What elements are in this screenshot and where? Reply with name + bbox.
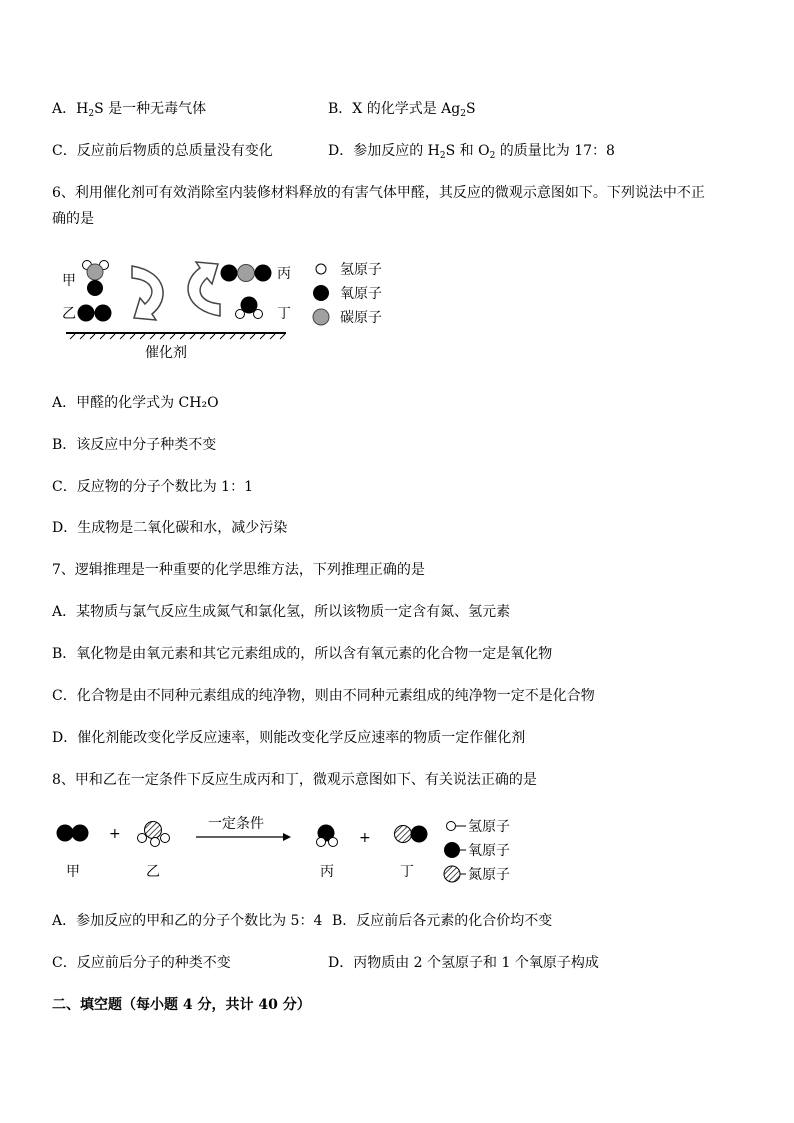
q6-label-yi: 乙 — [62, 306, 76, 322]
q8-legend-n-icon — [444, 866, 460, 882]
q8-label-ding: 丁 — [400, 864, 414, 880]
q8-jia-o-atom-2 — [72, 825, 89, 842]
q6-option-c: C．反应物的分子个数比为 1：1 — [52, 479, 253, 495]
q6-catalyst-label: 催化剂 — [145, 345, 187, 361]
q7-option-b: B．氧化物是由氧元素和其它元素组成的，所以含有氧元素的化合物一定是氧化物 — [52, 646, 553, 662]
q8-yi-h-atom-2 — [151, 838, 160, 847]
q8-ding-o-atom — [411, 826, 428, 843]
q8-label-bing: 丙 — [320, 864, 334, 880]
q8-condition-label: 一定条件 — [208, 816, 264, 832]
q6-legend-h-label: 氢原子 — [340, 262, 382, 278]
q5-option-b: B．X 的化学式是 $Ag_2S$ — [328, 101, 476, 119]
q7-stem: 7、逻辑推理是一种重要的化学思维方法，下列推理正确的是 — [52, 562, 425, 578]
q6-label-jia: 甲 — [62, 273, 76, 289]
section2-title: 二、填空题（每小题 4 分，共计 40 分） — [52, 997, 311, 1013]
q8-bing-h-atom-1 — [317, 838, 326, 847]
q8-bing-h-atom-2 — [329, 838, 338, 847]
q8-yi-n-atom — [145, 822, 162, 839]
q5-option-c: C．反应前后物质的总质量没有变化 — [52, 143, 273, 159]
q8-legend-h-label: 氢原子 — [468, 819, 510, 835]
q8-legend-o-label: 氧原子 — [468, 843, 510, 859]
q8-yi-h-atom-1 — [138, 834, 147, 843]
q7-option-a: A．某物质与氯气反应生成氮气和氯化氢，所以该物质一定含有氮、氢元素 — [52, 604, 511, 620]
q6-stem-line1: 6、利用催化剂可有效消除室内装修材料释放的有害气体甲醛，其反应的微观示意图如下。下列说法中不正 — [52, 185, 705, 201]
q6-option-a: A．甲醛的化学式为 CH₂O — [52, 395, 219, 411]
q5-option-a: A．$H_2S$ 是一种无毒气体 — [52, 101, 207, 119]
q6-option-b: B．该反应中分子种类不变 — [52, 437, 217, 453]
q6-option-d: D．生成物是二氧化碳和水，减少污染 — [52, 520, 288, 536]
q6-legend-c-label: 碳原子 — [340, 310, 382, 326]
q8-legend-h-icon — [447, 822, 456, 831]
q8-option-c: C．反应前后分子的种类不变 — [52, 955, 231, 971]
q8-option-a: A．参加反应的甲和乙的分子个数比为 5：4 — [52, 913, 323, 929]
q8-yi-h-atom-3 — [161, 834, 170, 843]
q6-label-ding: 丁 — [277, 306, 291, 322]
q8-option-b: B．反应前后各元素的化合价均不变 — [332, 913, 553, 929]
q6-legend-o-label: 氧原子 — [340, 286, 382, 302]
q8-ding-n-atom — [395, 826, 412, 843]
q8-jia-o-atom-1 — [57, 825, 74, 842]
q7-option-d: D．催化剂能改变化学反应速率，则能改变化学反应速率的物质一定作催化剂 — [52, 730, 526, 746]
q5-option-d: D．参加反应的 $H_2S$ 和 $O_2$ 的质量比为 17：8 — [328, 143, 615, 161]
q8-plus-2: + — [359, 830, 371, 846]
q8-label-jia: 甲 — [66, 864, 80, 880]
q6-label-bing: 丙 — [277, 266, 291, 282]
q8-option-d: D．丙物质由 2 个氢原子和 1 个氧原子构成 — [328, 955, 599, 971]
q8-legend-n-label: 氮原子 — [468, 867, 510, 883]
q8-label-yi: 乙 — [146, 864, 160, 880]
q8-legend-o-icon — [444, 842, 460, 858]
q8-plus-1: + — [109, 826, 121, 842]
q7-option-c: C．化合物是由不同种元素组成的纯净物，则由不同种元素组成的纯净物一定不是化合物 — [52, 688, 595, 704]
q6-stem-line2: 确的是 — [52, 211, 94, 227]
q8-arrow-head-icon — [283, 833, 291, 841]
q8-stem: 8、甲和乙在一定条件下反应生成丙和丁，微观示意图如下、有关说法正确的是 — [52, 772, 537, 788]
